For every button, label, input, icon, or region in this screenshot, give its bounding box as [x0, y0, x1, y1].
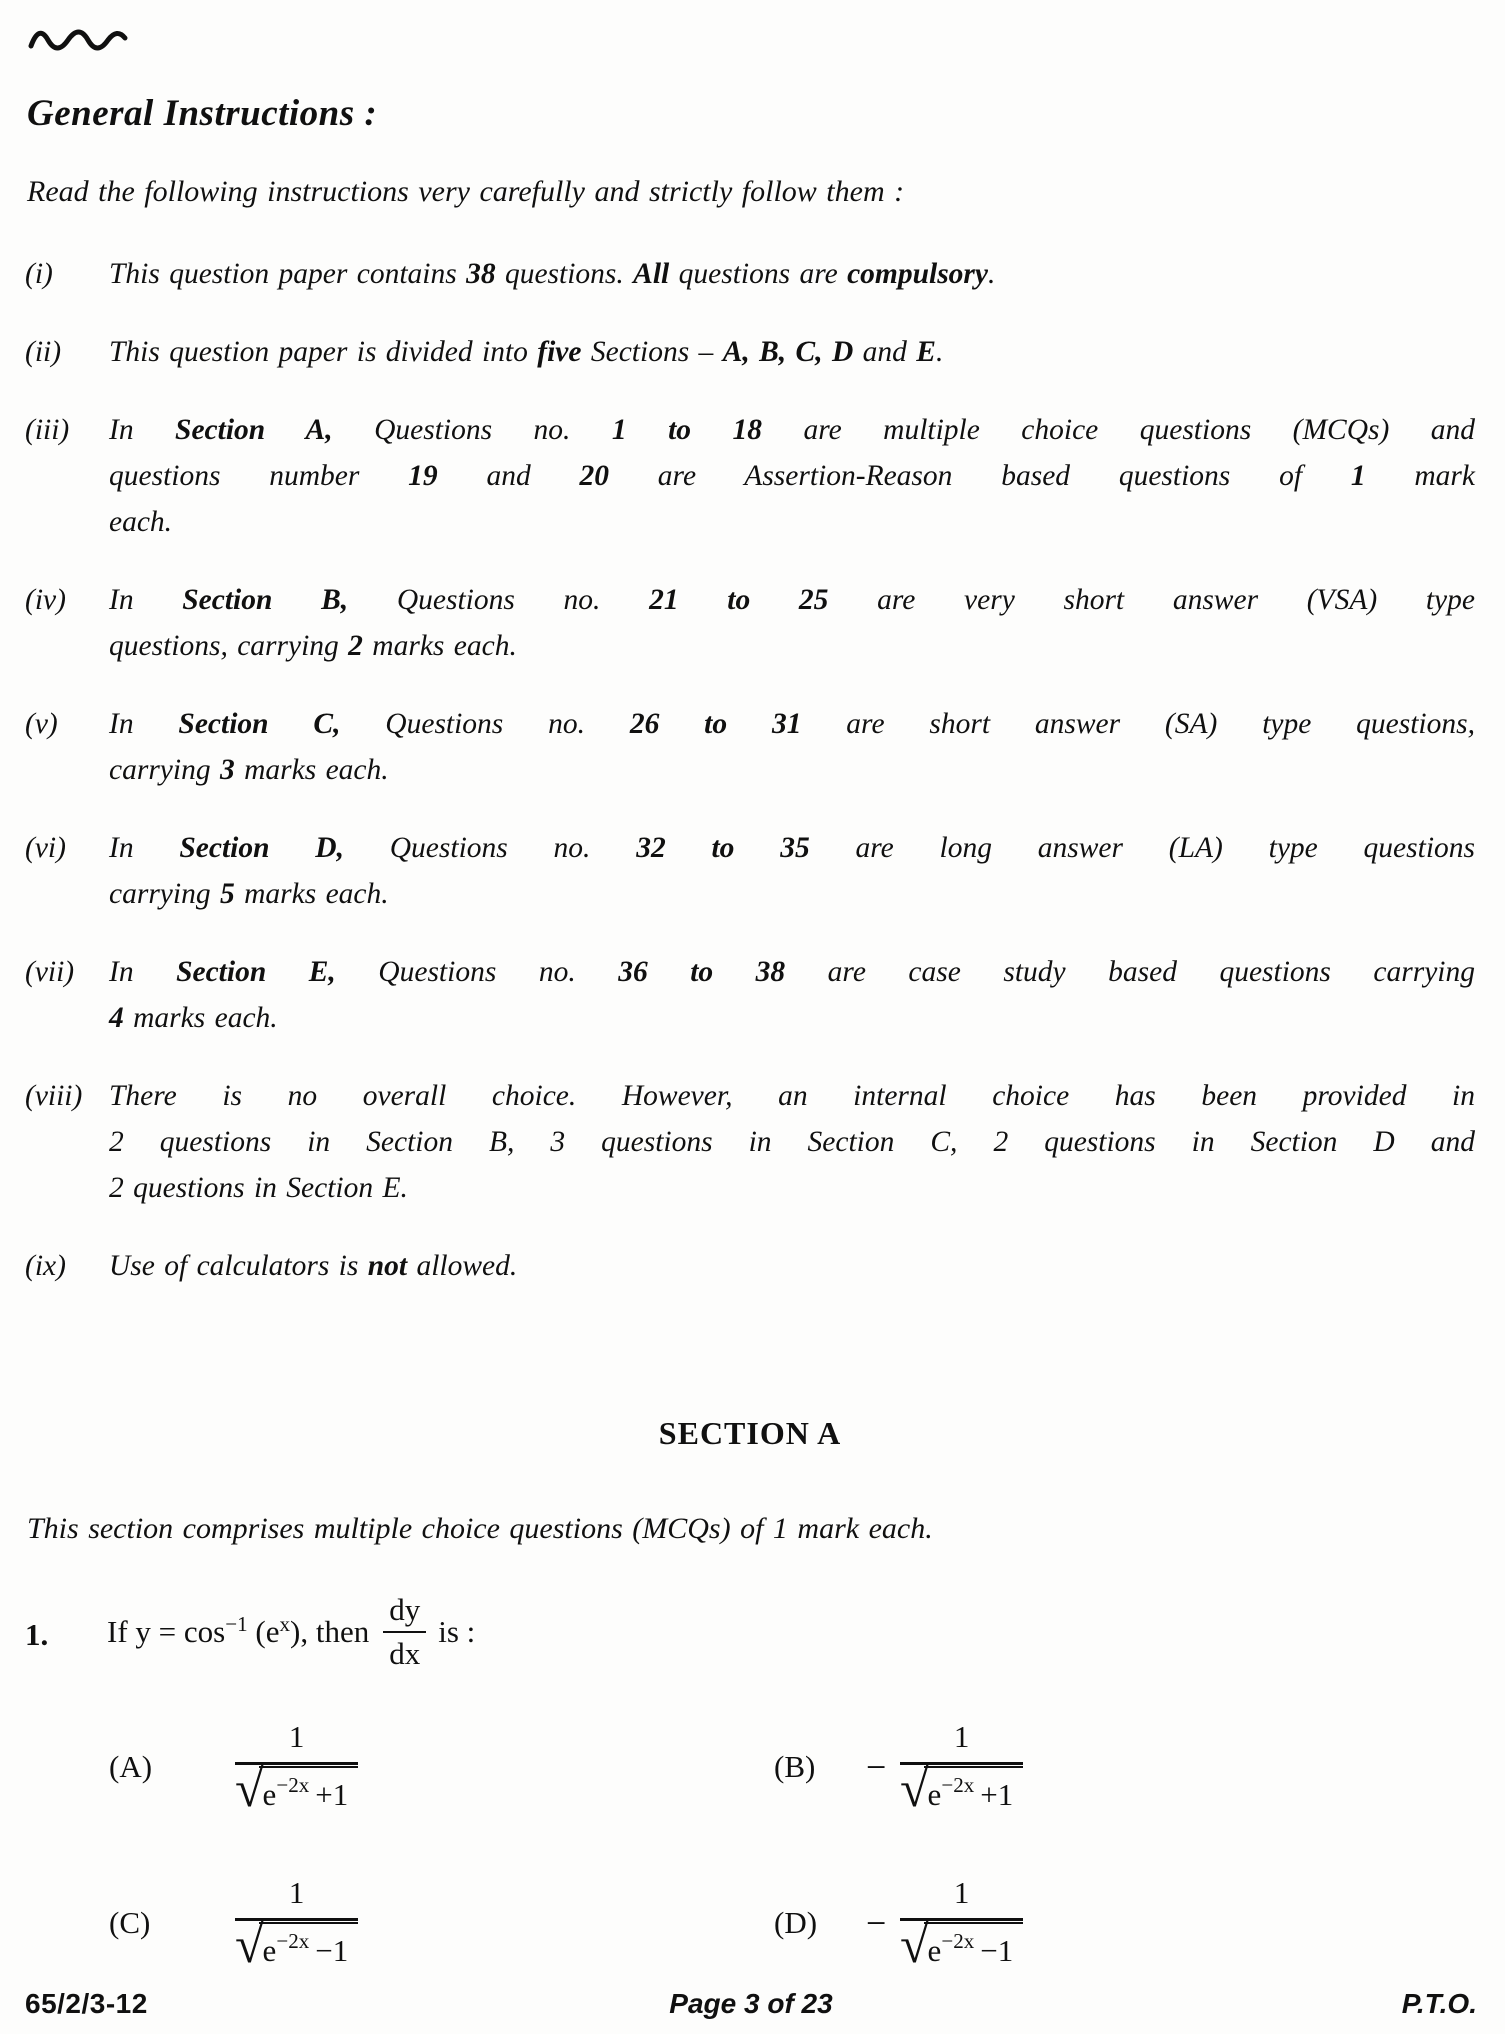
option-minus-sign: −: [866, 1747, 887, 1788]
instruction-line: carrying 5 marks each.: [109, 878, 389, 910]
section-a-heading: SECTION A: [658, 1415, 842, 1451]
fraction-numerator: 1: [235, 1876, 358, 1921]
instruction-item-text: [109, 825, 1475, 917]
instruction-line: Use of calculators is not allowed.: [109, 1250, 518, 1282]
fraction-numerator: 1: [235, 1720, 358, 1765]
answer-options: [109, 1703, 1475, 1987]
page-number-label: Page 3 of 23: [669, 1988, 833, 2019]
stem-text: (e: [247, 1613, 280, 1649]
instruction-item: [25, 949, 1475, 1041]
instruction-item: [25, 251, 1475, 297]
radicand-base: e: [262, 1777, 277, 1813]
instruction-line: In Section E, Questions no. 36 to 38 are case study based questions carrying: [109, 956, 1476, 988]
fraction-denominator: [235, 1761, 358, 1819]
question-stem: [107, 1592, 475, 1677]
page-footer: [25, 1982, 1477, 2020]
instruction-item-label: (i): [25, 258, 53, 290]
squiggle-mark-icon: [25, 18, 143, 58]
instruction-line: 4 marks each.: [109, 1002, 278, 1034]
stem-text: is :: [438, 1613, 476, 1649]
stem-text: ), then: [290, 1613, 370, 1649]
section-a-note: This section comprises multiple choice questions (MCQs) of 1 mark each.: [27, 1512, 933, 1545]
option-fraction: [900, 1875, 1023, 1975]
instruction-line: questions number 19 and 20 are Assertion-Reason based questions of 1 mark: [109, 460, 1476, 492]
instruction-line: 2 questions in Section E.: [109, 1172, 408, 1204]
option-label: (C): [109, 1905, 151, 1941]
instruction-item-label: (ii): [25, 336, 62, 368]
instruction-list: [25, 251, 1475, 1289]
answer-option: [109, 1703, 774, 1831]
fraction-denominator: [900, 1761, 1023, 1819]
option-minus-sign: −: [866, 1903, 887, 1944]
radicand-tail: +1: [980, 1777, 1014, 1813]
instruction-line: questions, carrying 2 marks each.: [109, 630, 517, 662]
pto-label: P.T.O.: [1401, 1988, 1477, 2019]
instruction-line: There is no overall choice. However, an internal choice has been provided in: [109, 1080, 1475, 1112]
square-root-icon: √: [900, 1761, 929, 1819]
answer-option: [774, 1703, 1475, 1831]
instruction-line: In Section B, Questions no. 21 to 25 are very short answer (VSA) type: [109, 584, 1475, 616]
answer-option: [109, 1859, 774, 1987]
radicand-exponent: −2x: [941, 1773, 975, 1798]
question-number: 1.: [25, 1616, 49, 1652]
square-root-icon: √: [235, 1761, 264, 1819]
instruction-line: This question paper contains 38 questions. All questions are compulsory.: [109, 258, 996, 290]
radicand-base: e: [262, 1933, 277, 1969]
option-label: (A): [109, 1749, 153, 1785]
instruction-item-text: [109, 1243, 1475, 1289]
question-1: [25, 1592, 1475, 1677]
radicand-exponent: −2x: [276, 1773, 310, 1798]
dy-dx-fraction: [383, 1592, 426, 1671]
instruction-item-label: (iv): [25, 584, 66, 616]
instruction-item-label: (vi): [25, 832, 66, 864]
stem-superscript: −1: [225, 1611, 248, 1636]
option-label: (B): [774, 1749, 816, 1785]
instruction-item-label: (v): [25, 708, 58, 740]
general-instructions-title: General Instructions :: [27, 93, 378, 134]
instruction-item-text: [109, 1073, 1475, 1211]
instruction-item-label: (iii): [25, 414, 70, 446]
instruction-item-text: [109, 701, 1475, 793]
radicand: [924, 1922, 1024, 1970]
instruction-item: [25, 701, 1475, 793]
stem-text: If y = cos: [107, 1613, 226, 1649]
instruction-item-text: [109, 407, 1475, 545]
instruction-item: [25, 825, 1475, 917]
fraction-numerator: dy: [383, 1592, 426, 1633]
radicand-exponent: −2x: [941, 1929, 975, 1954]
answer-option: [774, 1859, 1475, 1987]
fraction-denominator: [900, 1917, 1023, 1975]
paper-code: 65/2/3-12: [25, 1988, 148, 2019]
fraction-denominator: dx: [389, 1635, 421, 1671]
radicand-base: e: [927, 1777, 942, 1813]
instruction-item: [25, 577, 1475, 669]
fraction-numerator: 1: [900, 1876, 1023, 1921]
radicand: [924, 1766, 1024, 1814]
instruction-item-text: [109, 949, 1475, 1041]
instruction-line: 2 questions in Section B, 3 questions in Section C, 2 questions in Section D and: [109, 1126, 1475, 1158]
instructions-intro: Read the following instructions very carefully and strictly follow them :: [27, 175, 905, 208]
instruction-line: carrying 3 marks each.: [109, 754, 389, 786]
radicand-exponent: −2x: [276, 1929, 310, 1954]
option-fraction: [900, 1719, 1023, 1819]
instruction-line: each.: [109, 506, 173, 538]
option-label: (D): [774, 1905, 818, 1941]
instruction-item-text: [109, 577, 1475, 669]
instruction-item-text: [109, 251, 1475, 297]
fraction-numerator: 1: [900, 1720, 1023, 1765]
fraction-denominator: [235, 1917, 358, 1975]
instruction-item: [25, 1243, 1475, 1289]
instruction-line: In Section C, Questions no. 26 to 31 are short answer (SA) type questions,: [109, 708, 1475, 740]
radicand-base: e: [927, 1933, 942, 1969]
radicand-tail: +1: [315, 1777, 349, 1813]
instruction-line: In Section D, Questions no. 32 to 35 are long answer (LA) type questions: [109, 832, 1476, 864]
instruction-item-label: (viii): [25, 1080, 83, 1112]
option-fraction: [235, 1875, 358, 1975]
option-fraction: [235, 1719, 358, 1819]
instruction-item: [25, 407, 1475, 545]
instruction-item-label: (vii): [25, 956, 75, 988]
radicand: [259, 1766, 359, 1814]
instruction-item-label: (ix): [25, 1250, 66, 1282]
radicand-tail: −1: [980, 1933, 1014, 1969]
radicand-tail: −1: [315, 1933, 349, 1969]
stem-superscript: x: [279, 1611, 291, 1636]
instruction-line: In Section A, Questions no. 1 to 18 are multiple choice questions (MCQs) and: [109, 414, 1476, 446]
radicand: [259, 1922, 359, 1970]
square-root-icon: √: [900, 1917, 929, 1975]
instruction-item: [25, 1073, 1475, 1211]
square-root-icon: √: [235, 1917, 264, 1975]
instruction-line: This question paper is divided into five Sections – A, B, C, D and E.: [109, 336, 944, 368]
instruction-item-text: [109, 329, 1475, 375]
instruction-item: [25, 329, 1475, 375]
